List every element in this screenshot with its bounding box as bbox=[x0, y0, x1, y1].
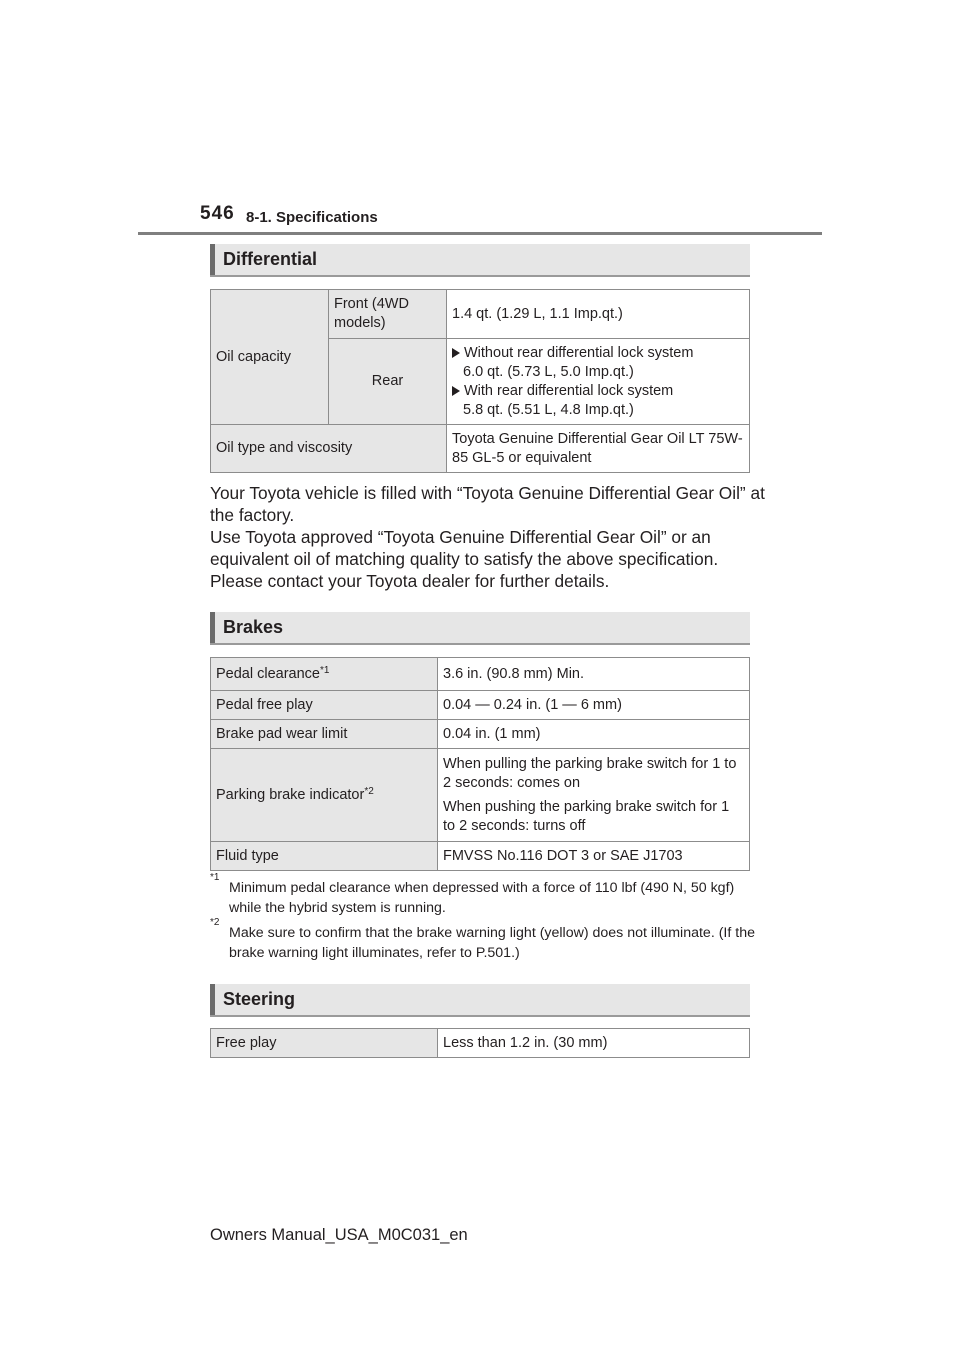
free-play-label: Free play bbox=[211, 1029, 438, 1058]
fluid-type-label: Fluid type bbox=[211, 842, 438, 871]
rear-item: Without rear differential lock system bbox=[452, 344, 744, 363]
rear-item-value: 5.8 qt. (5.51 L, 4.8 Imp.qt.) bbox=[463, 401, 634, 418]
brake-pad-value: 0.04 in. (1 mm) bbox=[438, 720, 750, 749]
pedal-free-play-label: Pedal free play bbox=[211, 691, 438, 720]
steering-title: Steering bbox=[223, 989, 296, 1009]
header-rule bbox=[138, 232, 822, 235]
oil-type-value: Toyota Genuine Differential Gear Oil LT 75W-85 GL-5 or equivalent bbox=[447, 425, 750, 473]
differential-title: Differential bbox=[223, 249, 318, 269]
pedal-clearance-value: 3.6 in. (90.8 mm) Min. bbox=[438, 658, 750, 691]
paragraph-line: Your Toyota vehicle is filled with “Toyota Genuine Differential Gear Oil” at the factory. bbox=[210, 483, 765, 525]
paragraph-line: Please contact your Toyota dealer for further details. bbox=[210, 571, 610, 591]
oil-capacity-label: Oil capacity bbox=[211, 290, 329, 425]
parking-brake-value: When pulling the parking brake switch for 1 to 2 seconds: comes on When pushing the parking brake switch for 1 to 2 seconds: turns off bbox=[438, 749, 750, 842]
rear-value bbox=[447, 339, 750, 425]
footnote-2: *2 Make sure to confirm that the brake warning light (yellow) does not illuminate. (If the brake warning light illuminates, refer to P.501.) bbox=[210, 917, 755, 961]
arrow-icon bbox=[452, 386, 460, 396]
arrow-icon bbox=[452, 348, 460, 358]
differential-heading bbox=[210, 244, 750, 277]
heading-bar bbox=[210, 984, 215, 1015]
paragraph-line: Use Toyota approved “Toyota Genuine Differential Gear Oil” or an equivalent oil of matching quality to satisfy the above specification. bbox=[210, 527, 719, 569]
steering-heading bbox=[210, 984, 750, 1017]
free-play-value: Less than 1.2 in. (30 mm) bbox=[438, 1029, 750, 1058]
brakes-table bbox=[210, 657, 750, 871]
brakes-heading bbox=[210, 612, 750, 645]
rear-item: With rear differential lock system bbox=[452, 382, 744, 401]
pedal-free-play-value: 0.04 — 0.24 in. (1 — 6 mm) bbox=[438, 691, 750, 720]
front-value: 1.4 qt. (1.29 L, 1.1 Imp.qt.) bbox=[447, 290, 750, 339]
differential-paragraph bbox=[210, 482, 770, 592]
oil-type-label: Oil type and viscosity bbox=[211, 425, 447, 473]
front-label: Front (4WD models) bbox=[329, 290, 447, 339]
differential-table bbox=[210, 289, 750, 473]
brakes-title: Brakes bbox=[223, 617, 284, 637]
rear-item-value: 6.0 qt. (5.73 L, 5.0 Imp.qt.) bbox=[463, 363, 634, 380]
parking-brake-label: Parking brake indicator$^{*2}$ bbox=[211, 749, 438, 842]
fluid-type-value: FMVSS No.116 DOT 3 or SAE J1703 bbox=[438, 842, 750, 871]
rear-label: Rear bbox=[329, 339, 447, 425]
heading-bar bbox=[210, 244, 215, 275]
heading-bar bbox=[210, 612, 215, 643]
steering-table bbox=[210, 1028, 750, 1058]
footnote-1: *1 Minimum pedal clearance when depressed with a force of 110 lbf (490 N, 50 kgf) while the hybrid system is running. bbox=[210, 872, 735, 916]
section-title: 8-1. Specifications bbox=[246, 209, 378, 226]
page-number: 546 bbox=[200, 203, 235, 224]
pedal-clearance-label: Pedal clearance$^{*1}$ bbox=[211, 658, 438, 691]
brake-pad-label: Brake pad wear limit bbox=[211, 720, 438, 749]
footer: Owners Manual_USA_M0C031_en bbox=[210, 1226, 468, 1244]
